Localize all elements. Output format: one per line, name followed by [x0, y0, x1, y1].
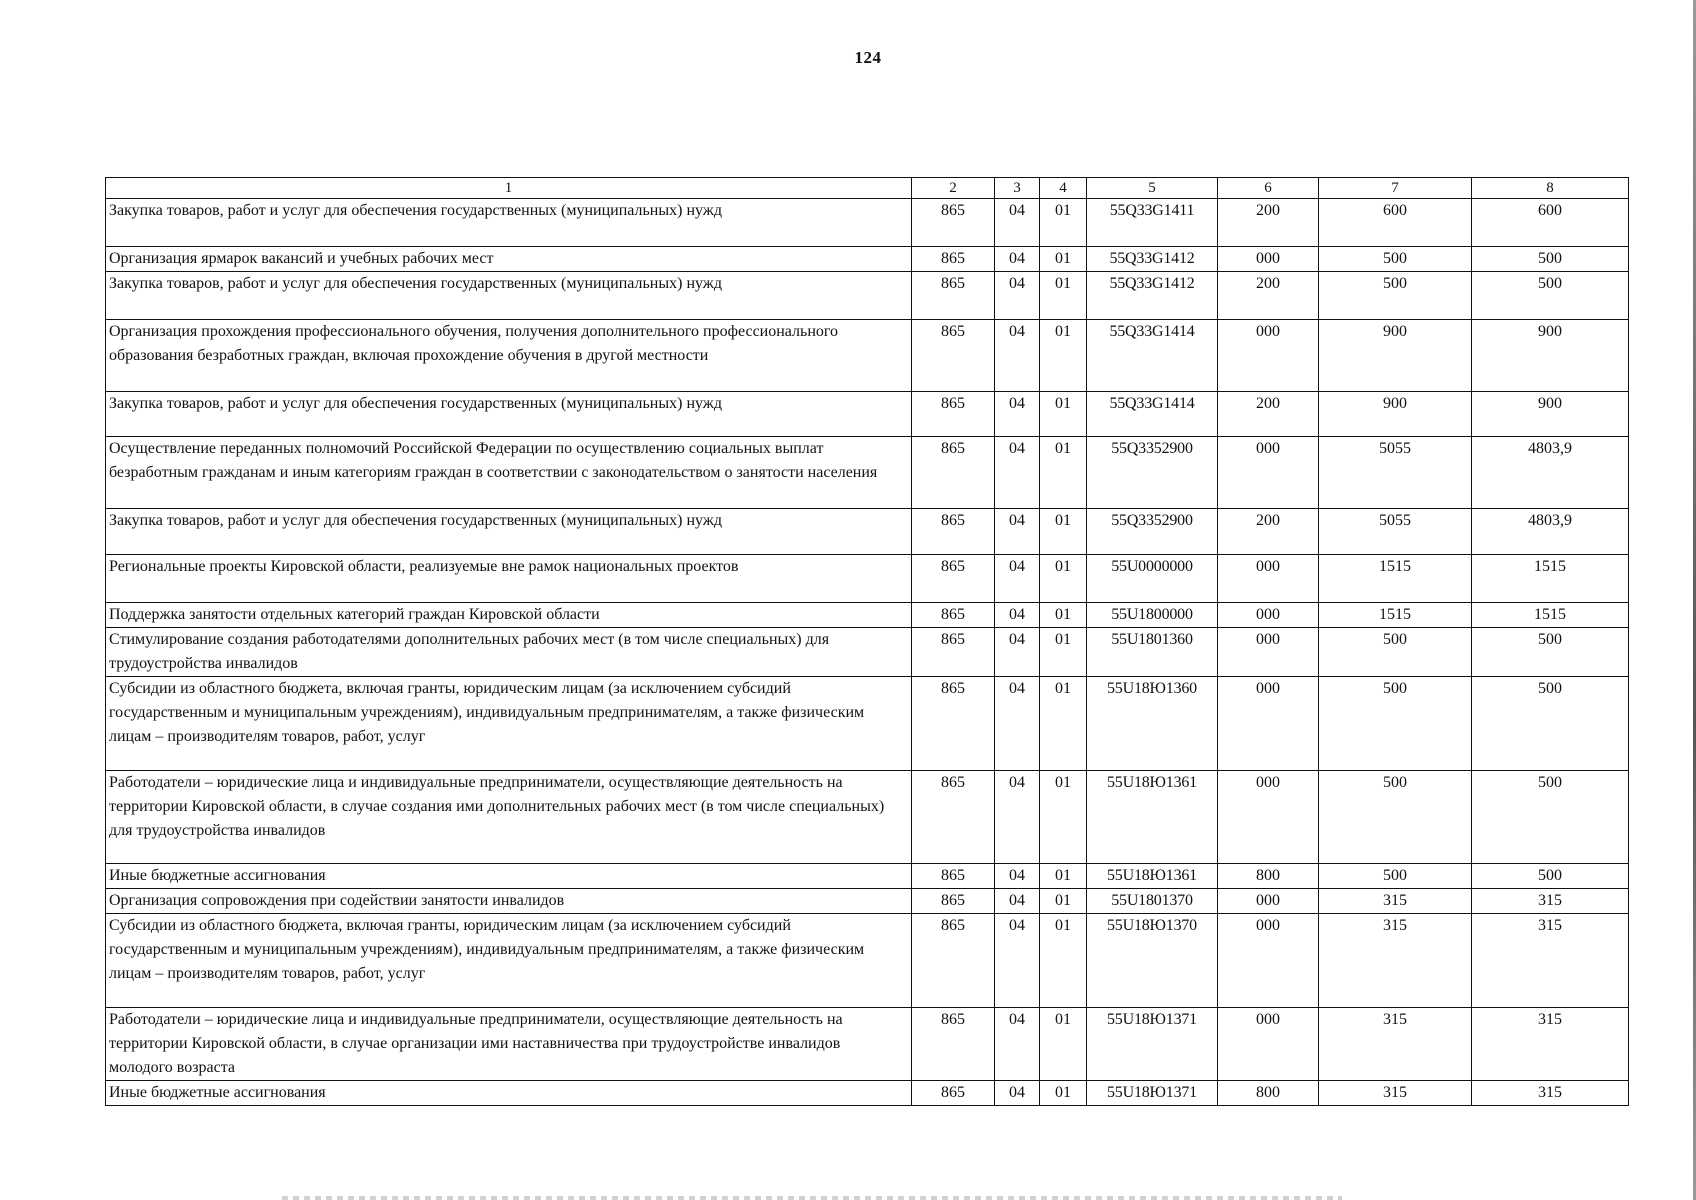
table-header-row — [106, 178, 1629, 199]
section-cell: 04 — [995, 628, 1040, 677]
subsection-cell: 01 — [1040, 914, 1087, 1008]
column-header: 7 — [1319, 178, 1472, 199]
table-row — [106, 392, 1629, 437]
expense-type-cell: 000 — [1218, 437, 1319, 509]
amount-plan-cell: 5055 — [1319, 437, 1472, 509]
amount-plan-cell: 500 — [1319, 771, 1472, 864]
amount-fact-cell: 500 — [1472, 628, 1629, 677]
row-name-cell: Субсидии из областного бюджета, включая гранты, юридическим лицам (за исключением субсидий государственным и муниципальным учреждениям), индивидуальным предпринимателям, а также физическим лицам – производителям товаров, работ, услуг — [106, 914, 912, 1008]
amount-fact-cell: 1515 — [1472, 603, 1629, 628]
row-name-cell: Организация сопровождения при содействии занятости инвалидов — [106, 889, 912, 914]
subsection-cell: 01 — [1040, 889, 1087, 914]
amount-plan-cell: 315 — [1319, 1008, 1472, 1081]
admin-code-cell: 865 — [912, 247, 995, 272]
row-name-cell: Работодатели – юридические лица и индивидуальные предприниматели, осуществляющие деятельность на территории Кировской области, в случае организации ими наставничества при трудоустройстве инвалидов молодого возраста — [106, 1008, 912, 1081]
target-article-cell: 55U18Ю1371 — [1087, 1008, 1218, 1081]
table-row — [106, 1008, 1629, 1081]
amount-plan-cell: 315 — [1319, 889, 1472, 914]
amount-plan-cell: 500 — [1319, 864, 1472, 889]
section-cell: 04 — [995, 1081, 1040, 1106]
amount-fact-cell: 900 — [1472, 320, 1629, 392]
table-row — [106, 914, 1629, 1008]
target-article-cell: 55U1800000 — [1087, 603, 1218, 628]
target-article-cell: 55U1801370 — [1087, 889, 1218, 914]
table-row — [106, 1081, 1629, 1106]
expense-type-cell: 000 — [1218, 914, 1319, 1008]
table-row — [106, 437, 1629, 509]
row-name-cell: Закупка товаров, работ и услуг для обеспечения государственных (муниципальных) нужд — [106, 199, 912, 247]
expense-type-cell: 000 — [1218, 603, 1319, 628]
column-header: 3 — [995, 178, 1040, 199]
amount-fact-cell: 500 — [1472, 272, 1629, 320]
admin-code-cell: 865 — [912, 1081, 995, 1106]
amount-fact-cell: 315 — [1472, 889, 1629, 914]
expense-type-cell: 000 — [1218, 1008, 1319, 1081]
target-article-cell: 55Q33G1414 — [1087, 320, 1218, 392]
target-article-cell: 55Q33G1414 — [1087, 392, 1218, 437]
admin-code-cell: 865 — [912, 555, 995, 603]
target-article-cell: 55U0000000 — [1087, 555, 1218, 603]
expense-type-cell: 200 — [1218, 199, 1319, 247]
section-cell: 04 — [995, 437, 1040, 509]
admin-code-cell: 865 — [912, 509, 995, 555]
expense-type-cell: 000 — [1218, 628, 1319, 677]
section-cell: 04 — [995, 864, 1040, 889]
section-cell: 04 — [995, 889, 1040, 914]
amount-plan-cell: 900 — [1319, 392, 1472, 437]
target-article-cell: 55U18Ю1370 — [1087, 914, 1218, 1008]
amount-fact-cell: 4803,9 — [1472, 509, 1629, 555]
expense-type-cell: 000 — [1218, 320, 1319, 392]
table-row — [106, 864, 1629, 889]
amount-plan-cell: 500 — [1319, 677, 1472, 771]
amount-fact-cell: 500 — [1472, 247, 1629, 272]
expense-type-cell: 200 — [1218, 392, 1319, 437]
admin-code-cell: 865 — [912, 603, 995, 628]
amount-plan-cell: 315 — [1319, 1081, 1472, 1106]
admin-code-cell: 865 — [912, 392, 995, 437]
amount-plan-cell: 900 — [1319, 320, 1472, 392]
target-article-cell: 55U18Ю1361 — [1087, 771, 1218, 864]
subsection-cell: 01 — [1040, 1008, 1087, 1081]
amount-fact-cell: 4803,9 — [1472, 437, 1629, 509]
section-cell: 04 — [995, 771, 1040, 864]
admin-code-cell: 865 — [912, 320, 995, 392]
section-cell: 04 — [995, 392, 1040, 437]
expense-type-cell: 000 — [1218, 555, 1319, 603]
row-name-cell: Закупка товаров, работ и услуг для обеспечения государственных (муниципальных) нужд — [106, 272, 912, 320]
target-article-cell: 55Q33G1412 — [1087, 272, 1218, 320]
row-name-cell: Субсидии из областного бюджета, включая гранты, юридическим лицам (за исключением субсидий государственным и муниципальным учреждениям), индивидуальным предпринимателям, а также физическим лицам – производителям товаров, работ, услуг — [106, 677, 912, 771]
expense-type-cell: 000 — [1218, 771, 1319, 864]
section-cell: 04 — [995, 509, 1040, 555]
table-row — [106, 199, 1629, 247]
amount-plan-cell: 1515 — [1319, 555, 1472, 603]
column-header: 5 — [1087, 178, 1218, 199]
row-name-cell: Закупка товаров, работ и услуг для обеспечения государственных (муниципальных) нужд — [106, 392, 912, 437]
expense-type-cell: 800 — [1218, 1081, 1319, 1106]
admin-code-cell: 865 — [912, 864, 995, 889]
column-header: 6 — [1218, 178, 1319, 199]
table-row — [106, 628, 1629, 677]
section-cell: 04 — [995, 555, 1040, 603]
section-cell: 04 — [995, 603, 1040, 628]
admin-code-cell: 865 — [912, 677, 995, 771]
amount-plan-cell: 500 — [1319, 272, 1472, 320]
column-header: 1 — [106, 178, 912, 199]
admin-code-cell: 865 — [912, 1008, 995, 1081]
column-header: 8 — [1472, 178, 1629, 199]
amount-plan-cell: 500 — [1319, 628, 1472, 677]
admin-code-cell: 865 — [912, 889, 995, 914]
amount-fact-cell: 600 — [1472, 199, 1629, 247]
subsection-cell: 01 — [1040, 509, 1087, 555]
row-name-cell: Осуществление переданных полномочий Российской Федерации по осуществлению социальных выплат безработным гражданам и иным категориям граждан в соответствии с законодательством о занятости населения — [106, 437, 912, 509]
amount-fact-cell: 315 — [1472, 914, 1629, 1008]
admin-code-cell: 865 — [912, 628, 995, 677]
subsection-cell: 01 — [1040, 199, 1087, 247]
target-article-cell: 55U18Ю1360 — [1087, 677, 1218, 771]
expense-type-cell: 800 — [1218, 864, 1319, 889]
amount-fact-cell: 500 — [1472, 677, 1629, 771]
budget-table — [105, 177, 1629, 1106]
amount-plan-cell: 500 — [1319, 247, 1472, 272]
row-name-cell: Иные бюджетные ассигнования — [106, 864, 912, 889]
amount-plan-cell: 600 — [1319, 199, 1472, 247]
row-name-cell: Региональные проекты Кировской области, реализуемые вне рамок национальных проектов — [106, 555, 912, 603]
row-name-cell: Организация прохождения профессионального обучения, получения дополнительного профессионального образования безработных граждан, включая прохождение обучения в другой местности — [106, 320, 912, 392]
section-cell: 04 — [995, 247, 1040, 272]
row-name-cell: Организация ярмарок вакансий и учебных рабочих мест — [106, 247, 912, 272]
subsection-cell: 01 — [1040, 677, 1087, 771]
page-number: 124 — [854, 48, 882, 67]
admin-code-cell: 865 — [912, 199, 995, 247]
row-name-cell: Работодатели – юридические лица и индивидуальные предприниматели, осуществляющие деятельность на территории Кировской области, в случае создания ими дополнительных рабочих мест (в том числе специальных) для трудоустройства инвалидов — [106, 771, 912, 864]
subsection-cell: 01 — [1040, 864, 1087, 889]
expense-type-cell: 000 — [1218, 247, 1319, 272]
target-article-cell: 55Q33G1412 — [1087, 247, 1218, 272]
subsection-cell: 01 — [1040, 272, 1087, 320]
table-row — [106, 603, 1629, 628]
subsection-cell: 01 — [1040, 247, 1087, 272]
table-body — [106, 199, 1629, 1106]
scan-artifact — [282, 1196, 1342, 1200]
amount-plan-cell: 1515 — [1319, 603, 1472, 628]
row-name-cell: Иные бюджетные ассигнования — [106, 1081, 912, 1106]
row-name-cell: Закупка товаров, работ и услуг для обеспечения государственных (муниципальных) нужд — [106, 509, 912, 555]
subsection-cell: 01 — [1040, 628, 1087, 677]
section-cell: 04 — [995, 320, 1040, 392]
target-article-cell: 55Q3352900 — [1087, 437, 1218, 509]
subsection-cell: 01 — [1040, 1081, 1087, 1106]
subsection-cell: 01 — [1040, 392, 1087, 437]
section-cell: 04 — [995, 914, 1040, 1008]
amount-fact-cell: 315 — [1472, 1008, 1629, 1081]
section-cell: 04 — [995, 677, 1040, 771]
amount-fact-cell: 1515 — [1472, 555, 1629, 603]
table-row — [106, 272, 1629, 320]
table-row — [106, 555, 1629, 603]
target-article-cell: 55U18Ю1361 — [1087, 864, 1218, 889]
amount-fact-cell: 500 — [1472, 771, 1629, 864]
table-row — [106, 771, 1629, 864]
table-row — [106, 677, 1629, 771]
amount-plan-cell: 5055 — [1319, 509, 1472, 555]
target-article-cell: 55Q3352900 — [1087, 509, 1218, 555]
amount-fact-cell: 900 — [1472, 392, 1629, 437]
expense-type-cell: 000 — [1218, 889, 1319, 914]
amount-plan-cell: 315 — [1319, 914, 1472, 1008]
target-article-cell: 55Q33G1411 — [1087, 199, 1218, 247]
amount-fact-cell: 315 — [1472, 1081, 1629, 1106]
table-row — [106, 509, 1629, 555]
subsection-cell: 01 — [1040, 771, 1087, 864]
table-row — [106, 320, 1629, 392]
table-row — [106, 247, 1629, 272]
admin-code-cell: 865 — [912, 272, 995, 320]
target-article-cell: 55U1801360 — [1087, 628, 1218, 677]
subsection-cell: 01 — [1040, 437, 1087, 509]
subsection-cell: 01 — [1040, 555, 1087, 603]
amount-fact-cell: 500 — [1472, 864, 1629, 889]
column-header: 4 — [1040, 178, 1087, 199]
column-header: 2 — [912, 178, 995, 199]
subsection-cell: 01 — [1040, 320, 1087, 392]
subsection-cell: 01 — [1040, 603, 1087, 628]
section-cell: 04 — [995, 272, 1040, 320]
section-cell: 04 — [995, 1008, 1040, 1081]
row-name-cell: Поддержка занятости отдельных категорий граждан Кировской области — [106, 603, 912, 628]
row-name-cell: Стимулирование создания работодателями дополнительных рабочих мест (в том числе специальных) для трудоустройства инвалидов — [106, 628, 912, 677]
expense-type-cell: 200 — [1218, 272, 1319, 320]
expense-type-cell: 200 — [1218, 509, 1319, 555]
admin-code-cell: 865 — [912, 437, 995, 509]
section-cell: 04 — [995, 199, 1040, 247]
admin-code-cell: 865 — [912, 914, 995, 1008]
target-article-cell: 55U18Ю1371 — [1087, 1081, 1218, 1106]
admin-code-cell: 865 — [912, 771, 995, 864]
expense-type-cell: 000 — [1218, 677, 1319, 771]
table-row — [106, 889, 1629, 914]
